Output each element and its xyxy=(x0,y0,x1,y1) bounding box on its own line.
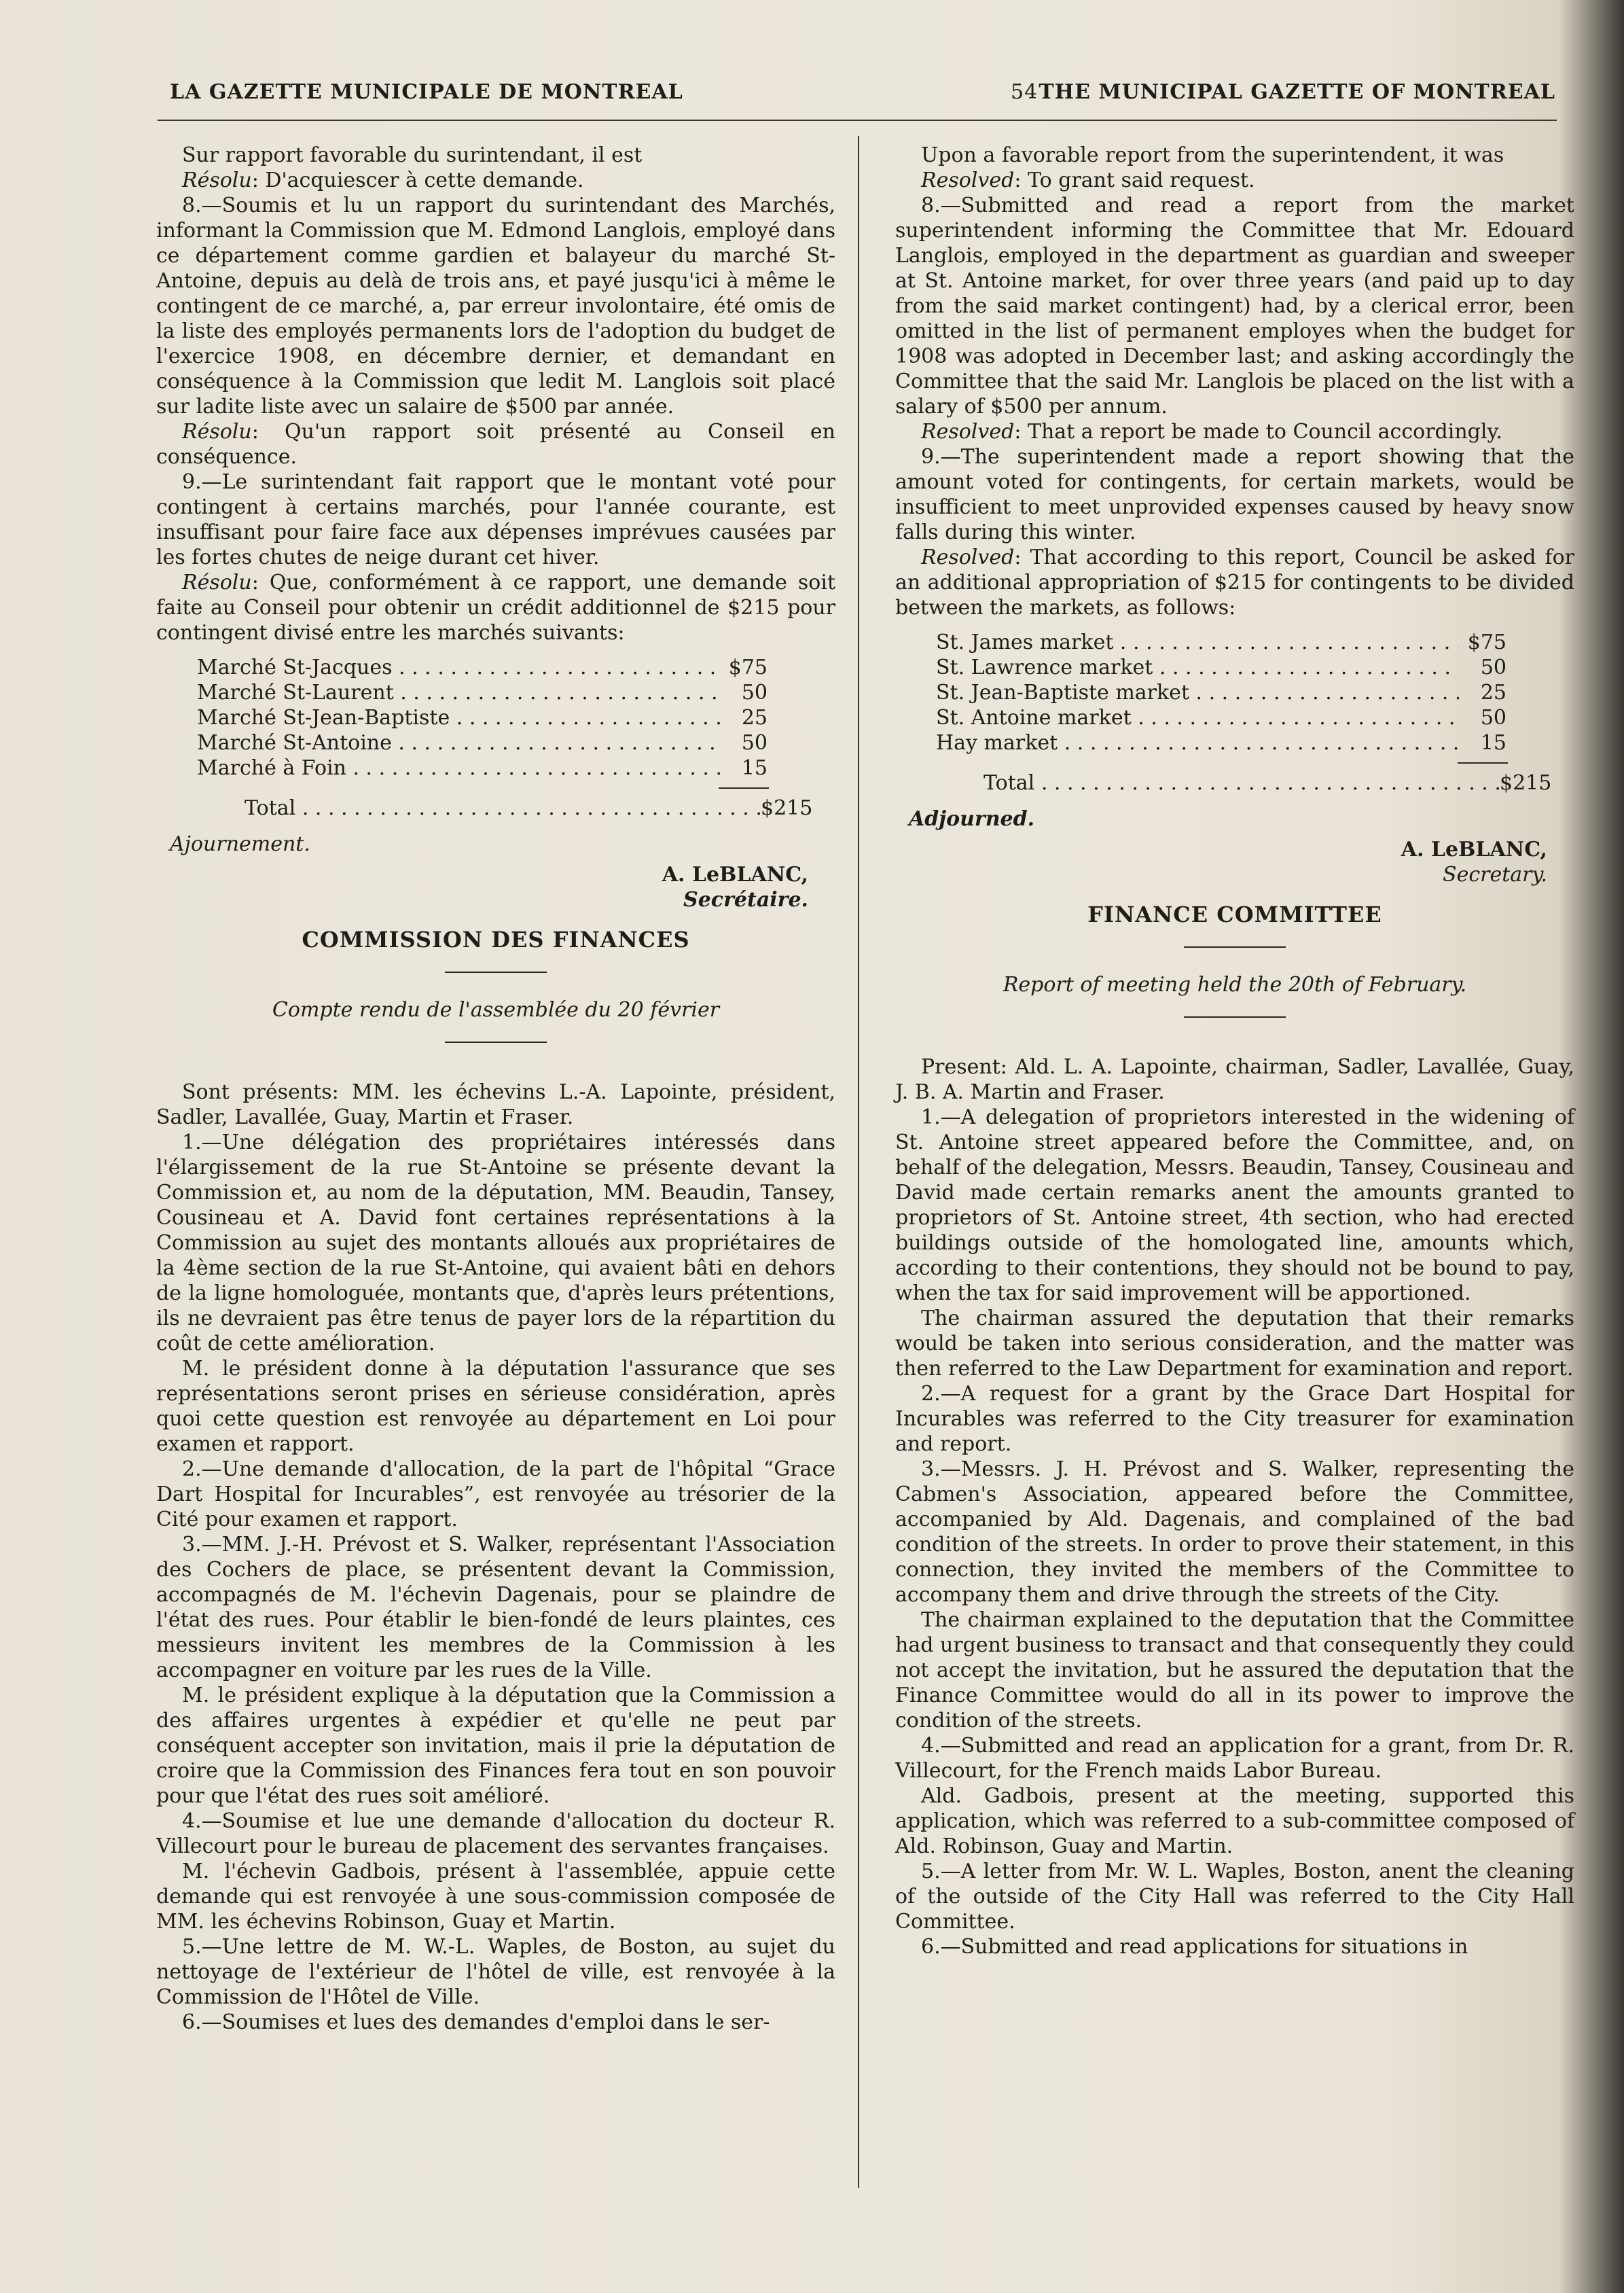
section-rule xyxy=(445,972,547,973)
column-divider xyxy=(858,136,859,2188)
grant-row xyxy=(197,705,768,730)
grant-amount: 25 xyxy=(1480,681,1506,705)
page-number: 54 xyxy=(1011,80,1039,104)
paragraph: M. le président explique à la députation que la Commission a des affaires urgentes à expédier et qu'elle ne peut par conséquent accepter son invitation, mais il prie la députation de croire que la Commission des Finances fera tout en son pouvoir pour que l'état des rues soit amélioré. xyxy=(156,1684,835,1808)
grant-row xyxy=(197,730,768,756)
total-amount: $215 xyxy=(1500,771,1552,795)
resolution-text: : To grant said request. xyxy=(1014,168,1255,192)
grant-amount: 50 xyxy=(1480,656,1506,679)
grant-total xyxy=(245,796,813,821)
section-rule xyxy=(1184,1016,1286,1018)
grant-amount: 15 xyxy=(1480,731,1506,755)
header-rule xyxy=(158,120,1557,121)
grant-amount: 15 xyxy=(741,756,768,780)
paragraph: M. le président donne à la députation l'assurance que ses représentations seront prises en sérieuse considération, après quoi cette question est renvoyée au département en Loi pour examen et rapport. xyxy=(156,1357,835,1456)
grant-label: Marché St-Laurent . . . xyxy=(197,680,720,705)
adjournment: Adjourned. xyxy=(909,807,1035,831)
paragraph: 6.—Submitted and read applications for situations in xyxy=(921,1935,1468,1959)
resolution-text: : That a report be made to Council accordingly. xyxy=(1014,420,1502,444)
section-subtitle: Compte rendu de l'assemblée du 20 février xyxy=(272,998,720,1022)
grant-row xyxy=(936,680,1506,705)
resolution-label: Résolu xyxy=(182,420,252,444)
french-column xyxy=(156,143,835,2035)
grant-row xyxy=(936,705,1506,730)
resolution xyxy=(895,545,1574,620)
paragraph: 4.—Submitted and read an application for a grant, from Dr. R. Villecourt, for the French maids Labor Bureau. xyxy=(895,1734,1574,1783)
signature-name: A. LeBLANC, xyxy=(1401,838,1547,861)
resolution xyxy=(156,168,835,193)
grant-label: St. James market . . . xyxy=(936,630,1459,655)
grant-table xyxy=(197,655,813,821)
grant-label: Hay market . . . xyxy=(936,730,1459,756)
paragraph: M. l'échevin Gadbois, présent à l'assemblée, appuie cette demande qui est renvoyée à une sous-commission composée de MM. les échevins Robinson, Guay et Martin. xyxy=(156,1860,835,1934)
section-rule xyxy=(445,1042,547,1043)
resolution-text: : Qu'un rapport soit présenté au Conseil en conséquence. xyxy=(156,420,835,469)
resolution xyxy=(895,419,1574,444)
grant-row xyxy=(936,730,1506,756)
grant-label: St. Jean-Baptiste market . . . xyxy=(936,680,1459,705)
grant-label: Marché St-Jacques . . . xyxy=(197,655,720,680)
paragraph: 5.—A letter from Mr. W. L. Waples, Boston, anent the cleaning of the outside of the City Hall was referred to the City Hall Committee. xyxy=(895,1860,1574,1934)
resolution-text: : That according to this report, Council be asked for an additional appropriation of $215 for contingents to be divided between the markets, as follows: xyxy=(895,546,1574,620)
grant-amount: 50 xyxy=(1480,706,1506,730)
total-label: Total . . . xyxy=(984,770,1500,796)
paragraph: 5.—Une lettre de M. W.-L. Waples, de Boston, au sujet du nettoyage de l'extérieur de l'hôtel de ville, est renvoyée à la Commission de l'Hôtel de Ville. xyxy=(156,1935,835,2009)
resolution-text: : D'acquiescer à cette demande. xyxy=(251,168,584,192)
grant-table xyxy=(936,630,1552,796)
paragraph: The chairman explained to the deputation that the Committee had urgent business to transact and that consequently they could not accept the invitation, but he assured the deputation that the Finance Committee would do all in its power to improve the condition of the streets. xyxy=(895,1608,1574,1732)
adjournment: Ajournement. xyxy=(170,832,310,856)
paragraph: 1.—Une délégation des propriétaires intéressés dans l'élargissement de la rue St-Antoine se présente devant la Commission et, au nom de la députation, MM. Beaudin, Tansey, Cousineau et A. David font certaines représentations à la Commission au sujet des montants alloués aux propriétaires de la 4ème section de la rue St-Antoine, qui avaient bâti en dehors de la ligne homologuée, montants que, d'après leurs prétentions, ils ne devraient pas être tenus de payer lors de la répartition du coût de cette amélioration. xyxy=(156,1131,835,1355)
grant-amount: 50 xyxy=(741,681,768,705)
section-title: FINANCE COMMITTEE xyxy=(1087,902,1382,927)
paragraph: Sur rapport favorable du surintendant, il est xyxy=(182,143,643,167)
resolution xyxy=(156,419,835,469)
paragraph: Present: Ald. L. A. Lapointe, chairman, Sadler, Lavallée, Guay, J. B. A. Martin and Fraser. xyxy=(895,1055,1574,1104)
paragraph: 3.—Messrs. J. H. Prévost and S. Walker, representing the Cabmen's Association, appeared before the Committee, accompanied by Ald. Dagenais, and complained of the bad condition of the streets. In order to prove their statement, in this connection, they invited the members of the Committee to accompany them and drive through the streets of the City. xyxy=(895,1457,1574,1607)
paragraph: 4.—Soumise et lue une demande d'allocation du docteur R. Villecourt pour le bureau de placement des servantes françaises. xyxy=(156,1809,835,1858)
resolution-label: Resolved xyxy=(921,546,1015,569)
resolution-text: : Que, conformément à ce rapport, une demande soit faite au Conseil pour obtenir un crédit additionnel de $215 pour contingent divisé entre les marchés suivants: xyxy=(156,571,835,645)
grant-label: Marché à Foin . . . xyxy=(197,756,720,781)
paragraph: 8.—Soumis et lu un rapport du surintendant des Marchés, informant la Commission que M. Edmond Langlois, employé dans ce département comme gardien et balayeur du marché St-Antoine, depuis au delà de trois ans, et payé jusqu'ici à même le contingent de ce marché, a, par erreur involontaire, été omis de la liste des employés permanents lors de l'adoption du budget de l'exercice 1908, en décembre dernier, et demandant en conséquence à la Commission que ledit M. Langlois soit placé sur ladite liste avec un salaire de $500 par année. xyxy=(156,194,835,419)
grant-row xyxy=(197,655,768,680)
resolution-label: Résolu xyxy=(182,571,252,594)
header-english-title: THE MUNICIPAL GAZETTE OF MONTREAL xyxy=(1039,80,1555,104)
paragraph: 2.—Une demande d'allocation, de la part de l'hôpital “Grace Dart Hospital for Incurables”, est renvoyée au trésorier de la Cité pour examen et rapport. xyxy=(156,1457,835,1531)
paragraph: 1.—A delegation of proprietors interested in the widening of St. Antoine street appeared before the Committee, and, on behalf of the delegation, Messrs. Beaudin, Tansey, Cousineau and David made certain remarks anent the amounts granted to proprietors of St. Antoine street, 4th section, who had erected buildings outside of the homologated line, amounts which, according to their contentions, they should not be bound to pay, when the tax for said improvement will be apportioned. xyxy=(895,1105,1574,1305)
grant-amount: $75 xyxy=(1467,630,1506,654)
section-rule xyxy=(1184,946,1286,948)
signature-title: Secretary. xyxy=(1443,863,1547,887)
resolution-label: Resolved xyxy=(921,420,1015,444)
paragraph: 6.—Soumises et lues des demandes d'emploi dans le ser- xyxy=(182,2010,770,2034)
grant-label: Marché St-Jean-Baptiste . . . xyxy=(197,705,720,730)
resolution-label: Resolved xyxy=(921,168,1015,192)
grant-row xyxy=(936,655,1506,680)
resolution xyxy=(156,570,835,645)
paragraph: The chairman assured the deputation that their remarks would be taken into serious consideration, and the matter was then referred to the Law Department for examination and report. xyxy=(895,1307,1574,1381)
paragraph: Sont présents: MM. les échevins L.-A. Lapointe, président, Sadler, Lavallée, Guay, Martin et Fraser. xyxy=(156,1080,835,1129)
total-label: Total . . . xyxy=(245,796,761,821)
grant-row xyxy=(197,756,768,781)
header-french-title: LA GAZETTE MUNICIPALE DE MONTREAL xyxy=(170,80,683,104)
english-column xyxy=(895,143,1574,1959)
grant-label: St. Lawrence market . . . xyxy=(936,655,1459,680)
running-header xyxy=(170,80,1555,114)
grant-row xyxy=(936,630,1506,655)
total-amount: $215 xyxy=(761,796,813,820)
resolution-label: Résolu xyxy=(182,168,252,192)
paragraph: Upon a favorable report from the superintendent, it was xyxy=(921,143,1504,167)
signature-title: Secrétaire. xyxy=(683,888,808,912)
grant-total xyxy=(984,770,1552,796)
grant-row xyxy=(197,680,768,705)
grant-amount: 25 xyxy=(741,706,768,730)
section-subtitle: Report of meeting held the 20th of February. xyxy=(1003,973,1467,997)
resolution xyxy=(895,168,1574,193)
section-title: COMMISSION DES FINANCES xyxy=(302,927,690,953)
paragraph: 2.—A request for a grant by the Grace Dart Hospital for Incurables was referred to the City treasurer for examination and report. xyxy=(895,1382,1574,1456)
grant-label: St. Antoine market . . . xyxy=(936,705,1459,730)
paragraph: 8.—Submitted and read a report from the market superintendent informing the Committee that Mr. Edouard Langlois, employed in the department as guardian and sweeper at St. Antoine market, for over three years (and paid up to day from the said market contingent) had, by a clerical error, been omitted in the list of permanent employes when the budget for 1908 was adopted in December last; and asking accordingly the Committee that the said Mr. Langlois be placed on the list with a salary of $500 per annum. xyxy=(895,194,1574,419)
sum-rule xyxy=(719,787,769,789)
grant-amount: 50 xyxy=(741,731,768,755)
paragraph: 9.—The superintendent made a report showing that the amount voted for contingents, for certain markets, would be insufficient to meet unprovided expenses caused by heavy snow falls during this winter. xyxy=(895,445,1574,544)
signature-name: A. LeBLANC, xyxy=(662,863,808,887)
paragraph: 9.—Le surintendant fait rapport que le montant voté pour contingent à certains marchés, pour l'année courante, est insuffisant pour faire face aux dépenses imprévues causées par les fortes chutes de neige durant cet hiver. xyxy=(156,470,835,569)
paragraph: Ald. Gadbois, present at the meeting, supported this application, which was referred to a sub-committee composed of Ald. Robinson, Guay and Martin. xyxy=(895,1784,1574,1858)
grant-label: Marché St-Antoine . . . xyxy=(197,730,720,756)
paragraph: 3.—MM. J.-H. Prévost et S. Walker, représentant l'Association des Cochers de place, se présentent devant la Commission, accompagnés de M. l'échevin Dagenais, pour se plaindre de l'état des rues. Pour établir le bien-fondé de leurs plaintes, ces messieurs invitent les membres de la Commission à les accompagner en voiture par les rues de la Ville. xyxy=(156,1533,835,1682)
sum-rule xyxy=(1458,762,1508,764)
grant-amount: $75 xyxy=(728,656,768,679)
